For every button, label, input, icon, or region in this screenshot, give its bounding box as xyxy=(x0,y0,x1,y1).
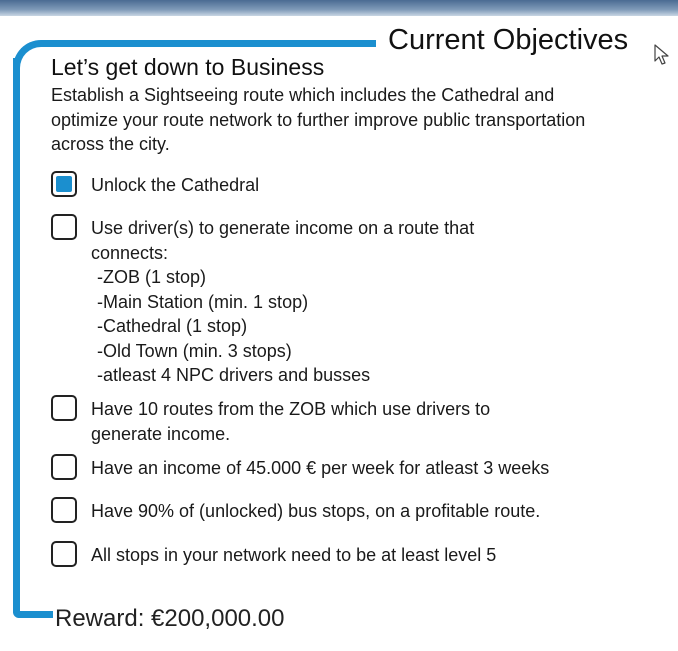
task-checkbox[interactable] xyxy=(51,454,77,480)
panel-title: Current Objectives xyxy=(388,24,629,56)
requirement-item: -Old Town (min. 3 stops) xyxy=(97,340,292,361)
task-text-block xyxy=(91,216,531,388)
objective-title: Let’s get down to Business xyxy=(51,54,325,80)
task-label: Use driver(s) to generate income on a route that connects: xyxy=(91,218,475,263)
task-checkbox[interactable] xyxy=(51,541,77,567)
objective-description: Establish a Sightseeing route which includes the Cathedral and optimize your route network to further improve public transportation across the city. xyxy=(51,85,586,154)
panel-frame-top xyxy=(46,40,376,47)
task-label: Have 10 routes from the ZOB which use drivers to generate income. xyxy=(91,399,491,444)
task-label: All stops in your network need to be at least level 5 xyxy=(91,545,497,565)
task-label: Have an income of 45.000 € per week for atleast 3 weeks xyxy=(91,458,550,478)
task-label: Have 90% of (unlocked) bus stops, on a profitable route. xyxy=(91,501,541,521)
panel-frame-left xyxy=(13,58,20,618)
mouse-pointer-icon xyxy=(654,44,670,71)
requirement-item: -Main Station (min. 1 stop) xyxy=(97,291,309,312)
requirement-item: -atleast 4 NPC drivers and busses xyxy=(97,365,371,385)
task-label: Unlock the Cathedral xyxy=(91,175,260,195)
requirement-list xyxy=(91,265,531,388)
requirement-item: -ZOB (1 stop) xyxy=(97,267,207,287)
top-bar xyxy=(0,0,678,16)
task-checkbox[interactable] xyxy=(51,395,77,421)
reward-text: Reward: €200,000.00 xyxy=(55,605,285,632)
task-checkbox[interactable] xyxy=(51,214,77,240)
panel-frame-bottom xyxy=(13,611,53,618)
requirement-item: -Cathedral (1 stop) xyxy=(97,316,248,336)
task-checkbox[interactable] xyxy=(51,171,77,197)
task-checkbox[interactable] xyxy=(51,497,77,523)
